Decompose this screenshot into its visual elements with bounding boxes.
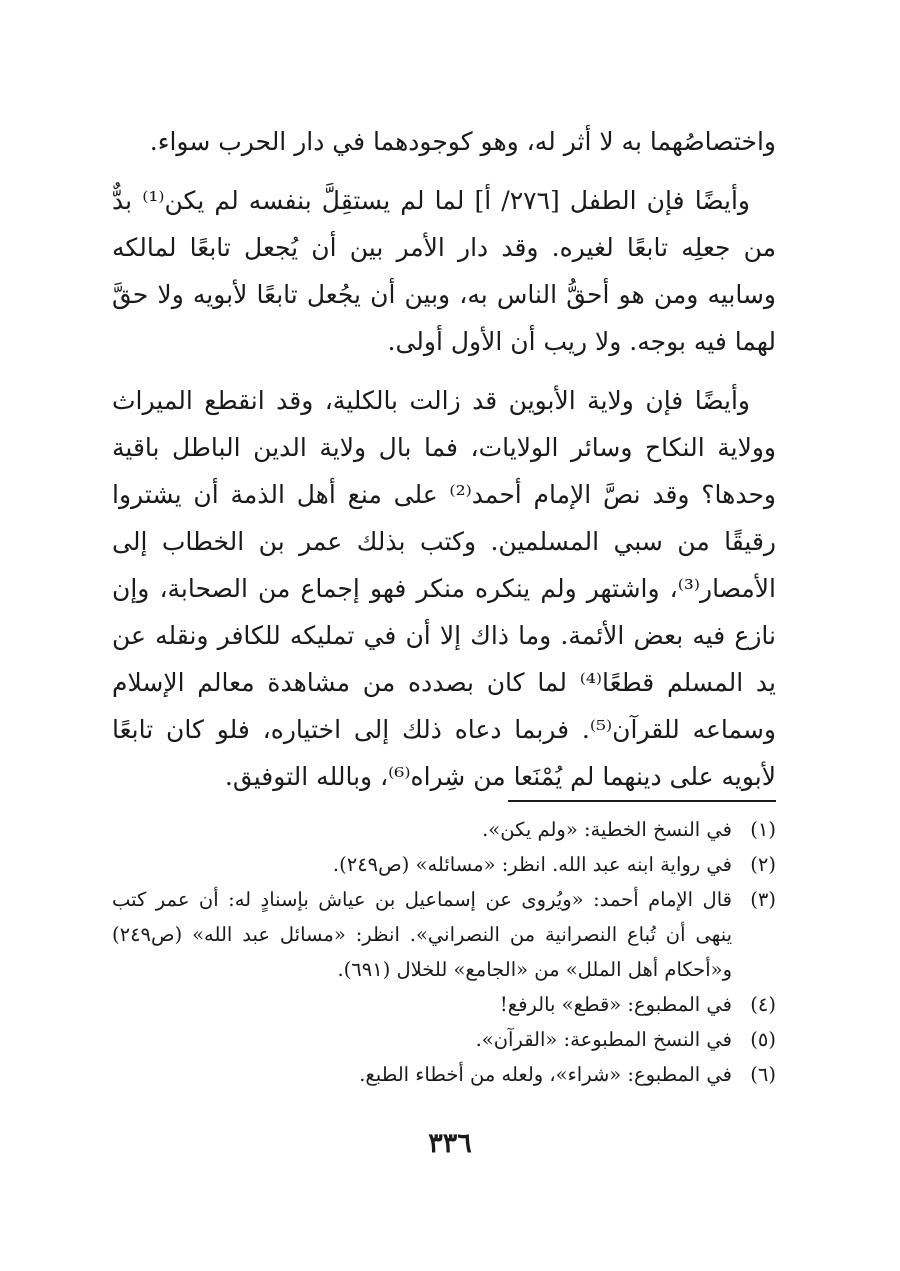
paragraph-1: واختصاصُهما به لا أثر له، وهو كوجودهما في دار الحرب سواء.: [149, 127, 776, 156]
page-number: ٣٣٦: [428, 1128, 472, 1159]
footnote-text: في النسخ الخطية: «ولم يكن».: [482, 818, 732, 841]
footnote-text: في النسخ المطبوعة: «القرآن».: [475, 1028, 732, 1051]
footnote-number: (٦): [750, 1063, 776, 1086]
paragraph-3: وأيضًا فإن ولاية الأبوين قد زالت بالكلية، وقد انقطع الميراث وولاية النكاح وسائر الولايات، فما بال ولاية الدين الباطل باقية وحدها؟ وقد نصَّ الإمام أحمد⁽²⁾ على منع أهل الذمة أن يشتروا رقيقًا من سبي المسلمين. وكتب بذلك عمر بن الخطاب إلى الأمصار⁽³⁾، واشتهر ولم ينكره منكر فهو إجماع من الصحابة، وإن نازع فيه بعض الأئمة. وما ذاك إلا أن في تمليكه للكافر ونقله عن يد المسلم قطعًا⁽⁴⁾ لما كان بصدده من مشاهدة معالم الإسلام وسماعه للقرآن⁽⁵⁾. فربما دعاه ذلك إلى اختياره، فلو كان تابعًا لأبويه على دينهما لم يُمْنَعا من شِراه⁽⁶⁾، وبالله التوفيق.: [112, 386, 777, 791]
footnotes: [112, 812, 776, 1092]
footnote-2: [112, 847, 776, 882]
footnote-text: قال الإمام أحمد: «ويُروى عن إسماعيل بن عياش بإسنادٍ له: أن عمر كتب ينهى أن تُباع النصرانية من النصراني». انظر: «مسائل عبد الله» (ص٢٤٩) و«أحكام أهل الملل» من «الجامع» للخلال (٦٩١).: [112, 888, 732, 981]
main-text: [112, 118, 776, 800]
footnote-number: (١): [750, 818, 776, 841]
footnote-3: [112, 882, 776, 987]
footnote-1: [112, 812, 776, 847]
footnote-4: [112, 987, 776, 1022]
footnote-text: في رواية ابنه عبد الله. انظر: «مسائله» (ص٢٤٩).: [332, 853, 732, 876]
footnote-text: في المطبوع: «شراء»، ولعله من أخطاء الطبع.: [359, 1063, 732, 1086]
footnote-number: (٤): [750, 993, 776, 1016]
footnote-number: (٥): [750, 1028, 776, 1051]
footnote-6: [112, 1057, 776, 1092]
footnote-separator: [508, 800, 776, 802]
footnote-number: (٣): [750, 888, 776, 911]
footnote-5: [112, 1022, 776, 1057]
footnote-number: (٢): [750, 853, 776, 876]
footnote-text: في المطبوع: «قطع» بالرفع!: [499, 993, 732, 1016]
paragraph-2: وأيضًا فإن الطفل [٢٧٦/ أ] لما لم يستقِلَّ بنفسه لم يكن⁽¹⁾ بدٌّ من جعلِه تابعًا لغيره. وقد دار الأمر بين أن يُجعل تابعًا لمالكه وسابيه ومن هو أحقُّ الناس به، وبين أن يجُعل تابعًا لأبويه ولا حقَّ لهما فيه بوجه. ولا ريب أن الأول أولى.: [112, 186, 776, 356]
